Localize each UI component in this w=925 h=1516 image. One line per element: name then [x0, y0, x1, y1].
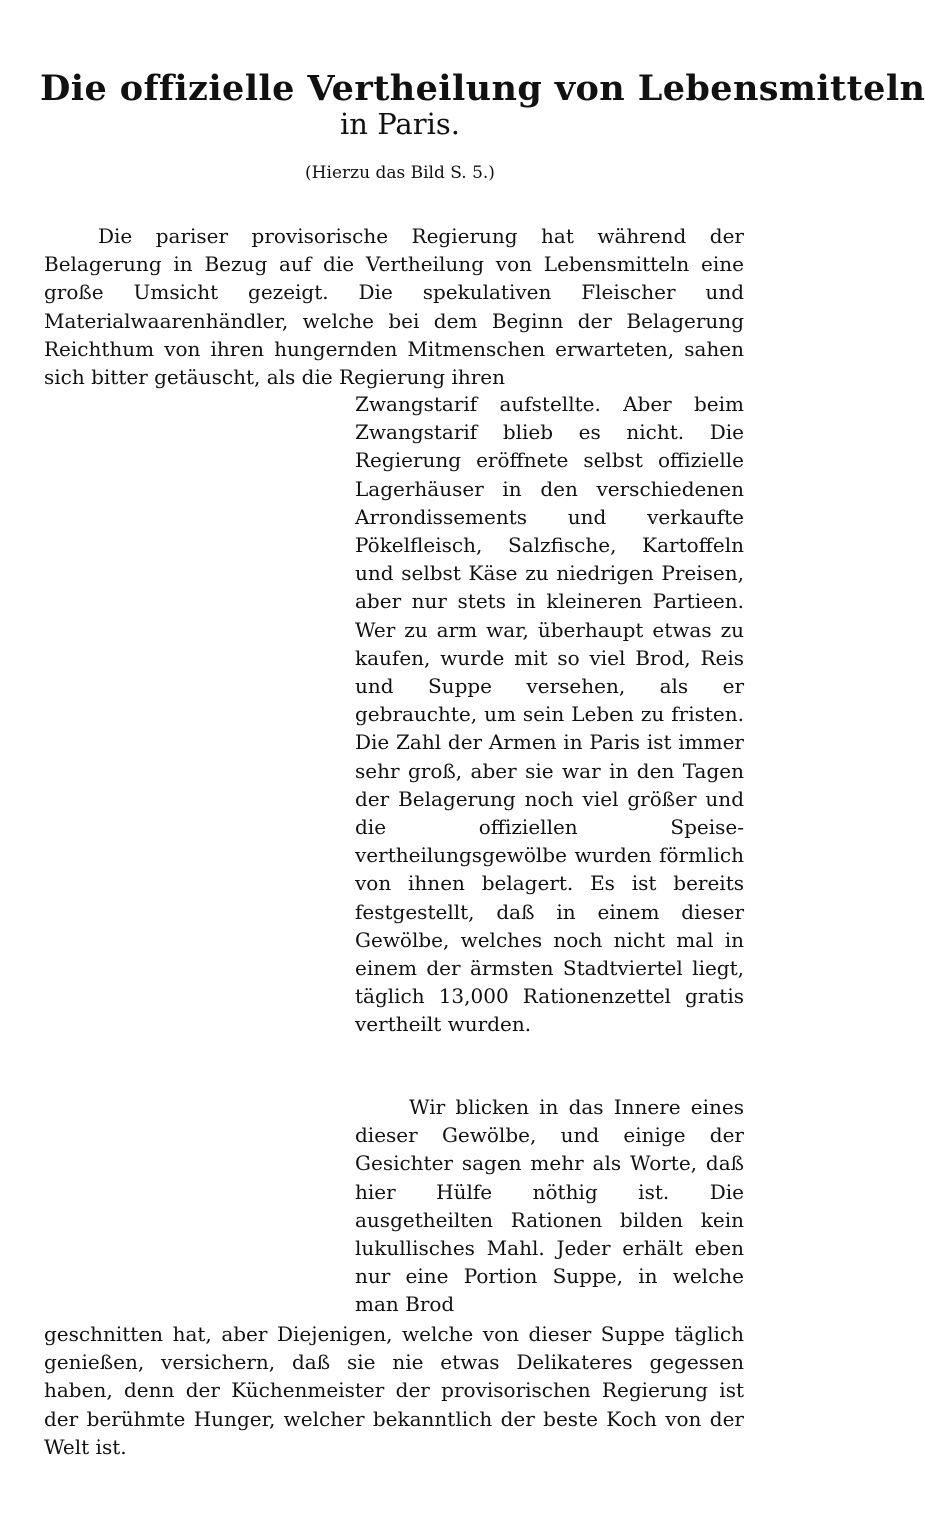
article-subtitle: in Paris.: [340, 107, 460, 141]
article-title: Die offizielle Vertheilung von Lebensmitteln: [40, 68, 925, 110]
paragraph-intro: Die pariser provisorische Regierung hat während der Belagerung in Bezug auf die Vertheilung von Lebensmitteln eine große Umsicht gezeigt. Die spekulativen Fleischer und Materialwaarenhändler, welche bei dem Beginn der Belagerung Reichthum von ihren hungernden Mitmenschen erwarteten, sahen sich bitter getäuscht, als die Regierung ihren: [44, 224, 744, 390]
paragraph-column: Zwangstarif aufstellte. Aber beim Zwangstarif blieb es nicht. Die Regierung eröffnete selbst offizielle Lagerhäuser in den verschiedenen Arrondissements und verkaufte Pökelfleisch, Salzfische, Kartoffeln und selbst Käse zu niedrigen Preisen, aber nur stets in kleineren Partieen. Wer zu arm war, überhaupt etwas zu kaufen, wurde mit so viel Brod, Reis und Suppe versehen, als er gebrauchte, um sein Leben zu fristen. Die Zahl der Armen in Paris ist immer sehr groß, aber sie war in den Tagen der Belagerung noch viel größer und die offiziellen Speisevertheilungsgewölbe wurden förmlich von ihnen belagert. Es ist bereits festgestellt, daß in einem dieser Gewölbe, welches noch nicht mal in einem der ärmsten Stadtviertel liegt, täglich 13,000 Rationenzettel gratis vertheilt wurden.: [355, 392, 744, 1037]
image-placeholder-area: [44, 392, 334, 1316]
picture-reference-note: (Hierzu das Bild S. 5.): [305, 163, 495, 183]
paragraph-column-second: Wir blicken in das Innere eines dieser Gewölbe, und einige der Gesichter sagen mehr als Worte, daß hier Hülfe nöthig ist. Die ausgetheilten Rationen bilden kein lukullisches Mahl. Jeder erhält eben nur eine Portion Suppe, in welche man Brod: [355, 1095, 744, 1317]
paragraph-closing: geschnitten hat, aber Diejenigen, welche von dieser Suppe täglich genießen, versichern, daß sie nie etwas Delikateres gegessen haben, denn der Küchenmeister der provisorischen Regierung ist der berühmte Hunger, welcher bekanntlich der beste Koch von der Welt ist.: [44, 1322, 744, 1459]
